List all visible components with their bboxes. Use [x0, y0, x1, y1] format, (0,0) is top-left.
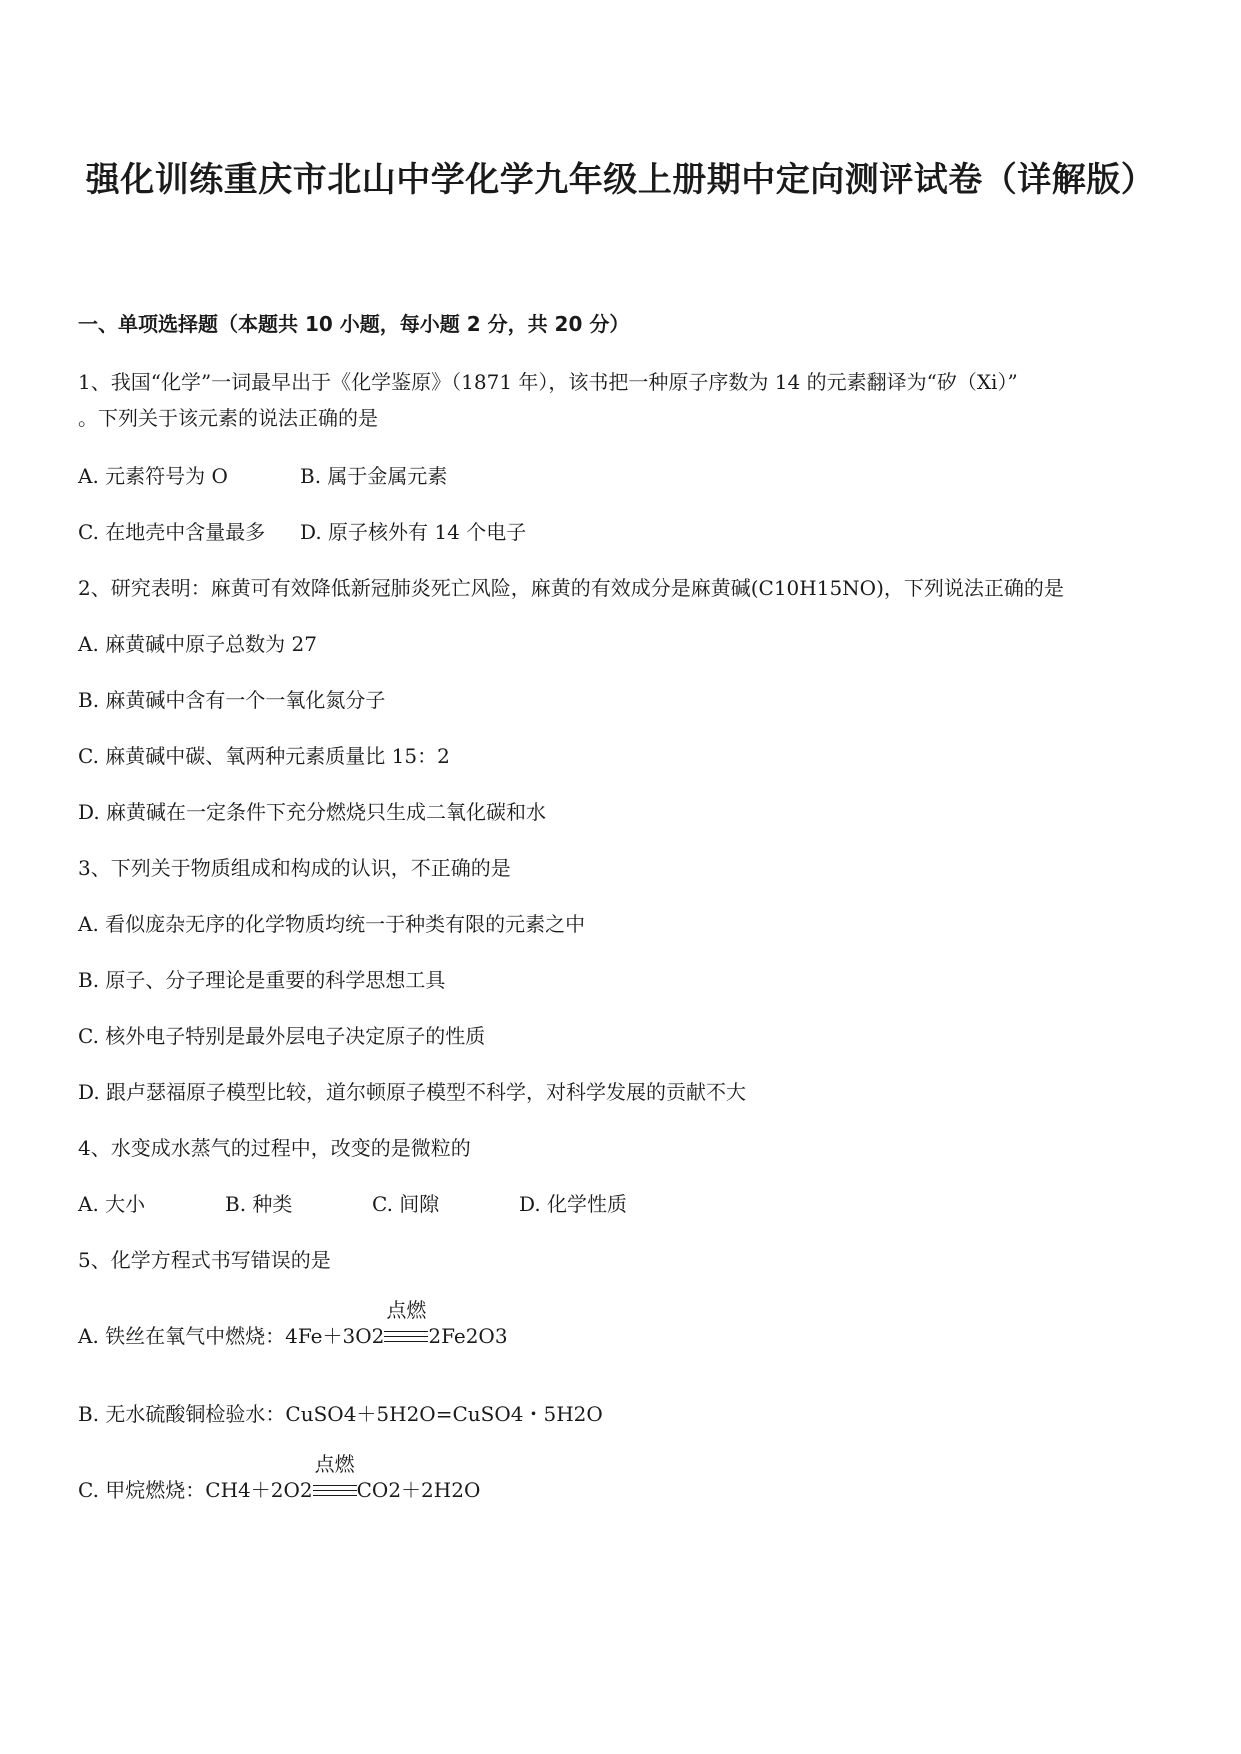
question-5-option-c-left: C. 甲烷燃烧：CH4＋2O2: [78, 1478, 313, 1502]
reaction-condition-label: 点燃: [386, 1298, 427, 1322]
question-1-option-d[interactable]: D. 原子核外有 14 个电子: [300, 520, 527, 544]
question-1-option-a[interactable]: A. 元素符号为 O: [78, 464, 228, 488]
question-1-option-b[interactable]: B. 属于金属元素: [300, 464, 448, 488]
question-5-option-a-right: 2Fe2O3: [428, 1324, 508, 1348]
question-3-option-d[interactable]: D. 跟卢瑟福原子模型比较，道尔顿原子模型不科学，对科学发展的贡献不大: [78, 1080, 747, 1104]
equals-sign-icon: [384, 1329, 428, 1343]
question-3-option-c[interactable]: C. 核外电子特别是最外层电子决定原子的性质: [78, 1024, 486, 1048]
question-5-stem: 5、化学方程式书写错误的是: [78, 1248, 331, 1272]
question-2-option-d[interactable]: D. 麻黄碱在一定条件下充分燃烧只生成二氧化碳和水: [78, 800, 547, 824]
question-5-option-b[interactable]: B. 无水硫酸铜检验水：CuSO4＋5H2O=CuSO4・5H2O: [78, 1402, 603, 1426]
question-1-options-row1: [78, 460, 447, 489]
question-1-stem-line2: 。下列关于该元素的说法正确的是: [78, 406, 378, 430]
reaction-condition-arrow: [384, 1298, 428, 1348]
question-2-option-b[interactable]: B. 麻黄碱中含有一个一氧化氮分子: [78, 688, 386, 712]
page-title: 强化训练重庆市北山中学化学九年级上册期中定向测评试卷（详解版）: [85, 160, 1156, 200]
question-5-option-a[interactable]: [78, 1298, 508, 1349]
question-3-option-a[interactable]: A. 看似庞杂无序的化学物质均统一于种类有限的元素之中: [78, 912, 586, 936]
question-5-option-c[interactable]: [78, 1452, 481, 1503]
question-4-option-b[interactable]: B. 种类: [225, 1192, 293, 1216]
question-1-options-row2: [78, 516, 526, 545]
question-4-option-d[interactable]: D. 化学性质: [519, 1192, 628, 1216]
question-2-stem: 2、研究表明：麻黄可有效降低新冠肺炎死亡风险，麻黄的有效成分是麻黄碱(C10H15NO)，下列说法正确的是: [78, 576, 1064, 600]
question-1-stem-line1: 1、我国“化学”一词最早出于《化学鉴原》（1871 年），该书把一种原子序数为 14 的元素翻译为“矽（Xi）”: [78, 370, 1018, 394]
equals-sign-icon: [313, 1483, 357, 1497]
reaction-condition-arrow: [313, 1452, 357, 1502]
question-2-option-a[interactable]: A. 麻黄碱中原子总数为 27: [78, 632, 317, 656]
question-5-option-a-left: A. 铁丝在氧气中燃烧：4Fe＋3O2: [78, 1324, 385, 1348]
question-3-stem: 3、下列关于物质组成和构成的认识，不正确的是: [78, 856, 511, 880]
question-1-option-c[interactable]: C. 在地壳中含量最多: [78, 520, 266, 544]
reaction-condition-label: 点燃: [314, 1452, 355, 1476]
question-2-option-c[interactable]: C. 麻黄碱中碳、氧两种元素质量比 15：2: [78, 744, 450, 768]
question-4-options-row: [78, 1188, 627, 1217]
question-3-option-b[interactable]: B. 原子、分子理论是重要的科学思想工具: [78, 968, 446, 992]
question-4-option-a[interactable]: A. 大小: [78, 1192, 146, 1216]
section-header: 一、单项选择题（本题共 10 小题，每小题 2 分，共 20 分）: [78, 312, 630, 336]
question-4-option-c[interactable]: C. 间隙: [372, 1192, 440, 1216]
question-5-option-c-right: CO2＋2H2O: [356, 1478, 481, 1502]
question-4-stem: 4、水变成水蒸气的过程中，改变的是微粒的: [78, 1136, 471, 1160]
